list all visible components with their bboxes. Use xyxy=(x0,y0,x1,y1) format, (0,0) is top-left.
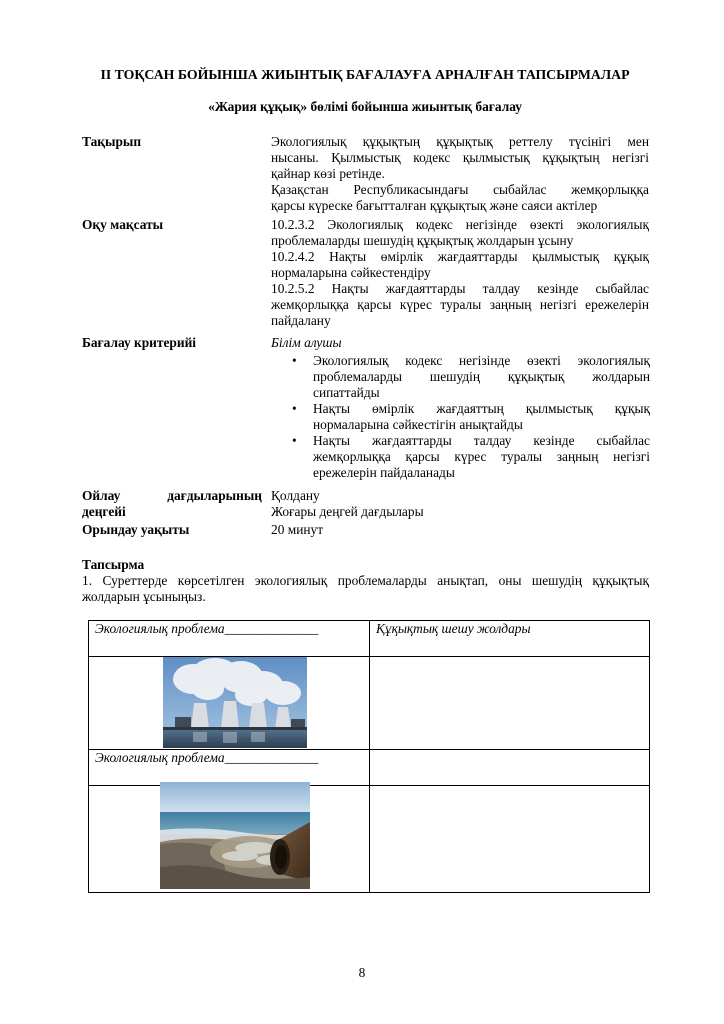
solution-cell-2[interactable] xyxy=(370,786,650,893)
criteria-item: • Нақты жағдаяттарды талдау кезінде сыбайлас жемқорлыққа қарсы күрес туралы заңның негізгі ережелерін пайдаланады xyxy=(292,433,650,480)
topic-line: Қазақстан Республикасындағы сыбайлас жемқорлыққа xyxy=(271,182,649,197)
task-text: 1. Суреттерде көрсетілген экологиялық проблемаларды анықтап, оны шешудің құқықтық жолдарын ұсыныңыз. xyxy=(82,573,649,604)
section-subtitle: «Жария құқық» бөлімі бойынша жиынтық бағалау xyxy=(208,99,522,114)
topic-line: қарсы күреске бағытталған құқықтық және саяси актілер xyxy=(271,198,598,213)
criteria-item: • Экологиялық кодекс негізінде өзекті экологиялық проблемаларды шешудің құқықтық жолдарын сипаттайды xyxy=(292,353,650,400)
sewage-pipe-image xyxy=(160,782,310,889)
power-plant-image xyxy=(163,657,307,748)
bullet-icon: • xyxy=(292,401,297,416)
solution-cell-blank[interactable] xyxy=(370,750,650,786)
goal-line: нормаларына сәйкестендіру xyxy=(271,265,431,280)
criteria-list xyxy=(292,353,650,481)
goal-value xyxy=(271,217,649,329)
sewage-pipe-photo xyxy=(160,782,310,889)
criteria-item: • Нақты өмірлік жағдаяттың қылмыстық құқық нормаларына сәйкестігін анықтайды xyxy=(292,401,650,432)
topic-line: Экологиялық құқықтың құқықтық реттелу түсінігі мен xyxy=(271,134,649,149)
topic-line: қайнар көзі ретінде. xyxy=(271,166,385,181)
solution-header: Құқықтық шешу жолдары xyxy=(370,621,650,657)
goal-line: 10.2.3.2 Экологиялық кодекс негізінде өзекті экологиялық xyxy=(271,217,649,232)
task-heading: Тапсырма xyxy=(82,557,145,572)
bullet-icon: • xyxy=(292,353,297,368)
goal-line: пайдалану xyxy=(271,313,331,328)
power-plant-photo xyxy=(163,657,307,748)
criteria-label: Бағалау критерийі xyxy=(82,335,197,350)
thinking-label: Ойлау дағдыларының деңгейі xyxy=(82,488,262,519)
page-number: 8 xyxy=(358,965,366,980)
topic-line: нысаны. Қылмыстық кодекс қылмыстық құқықтың негізгі xyxy=(271,150,649,165)
thinking-value: Қолдану Жоғары деңгей дағдылары xyxy=(271,488,424,519)
topic-value xyxy=(271,134,649,214)
problem-header-2: Экологиялық проблема______________ xyxy=(89,750,370,786)
time-label: Орындау уақыты xyxy=(82,522,190,537)
problem-header-1: Экологиялық проблема______________ xyxy=(89,621,370,657)
solution-cell-1[interactable] xyxy=(370,657,650,750)
goal-line: жемқорлыққа қарсы күрес туралы заңның негізгі ережелерін xyxy=(271,297,649,312)
topic-label: Тақырып xyxy=(82,134,142,149)
goal-line: проблемаларды шешудің құқықтық жолдарын ұсыну xyxy=(271,233,574,248)
time-value: 20 минут xyxy=(271,522,324,537)
bullet-icon: • xyxy=(292,433,297,448)
goal-line: 10.2.5.2 Нақты жағдаяттарды талдау кезінде сыбайлас xyxy=(271,281,649,296)
goal-line: 10.2.4.2 Нақты өмірлік жағдаяттарды қылмыстық құқық xyxy=(271,249,649,264)
goal-label: Оқу мақсаты xyxy=(82,217,164,232)
criteria-intro: Білім алушы xyxy=(271,335,342,350)
page-title: II ТОҚСАН БОЙЫНША ЖИЫНТЫҚ БАҒАЛАУҒА АРНАЛҒАН ТАПСЫРМАЛАР xyxy=(100,67,630,82)
